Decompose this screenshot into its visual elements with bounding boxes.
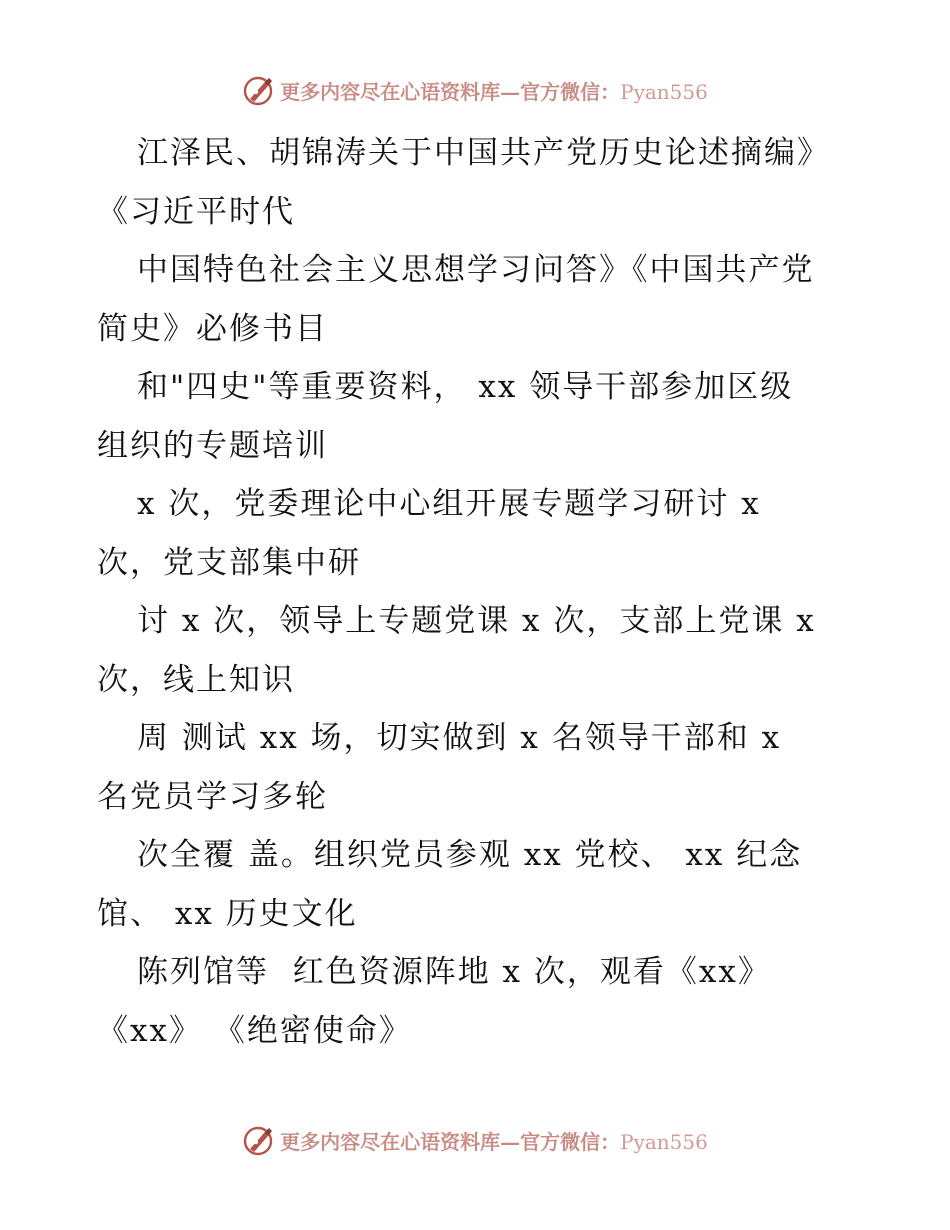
watermark-text: 更多内容尽在心语资料库—官方微信：Pyan556 — [280, 79, 708, 104]
body-line: 名党员学习多轮 — [97, 778, 328, 815]
body-line: 江泽民、胡锦涛关于中国共产党历史论述摘编》 — [137, 135, 830, 171]
watermark-text: 更多内容尽在心语资料库—官方微信：Pyan556 — [280, 1129, 708, 1154]
body-line: 简史》必修书目 — [97, 310, 328, 347]
body-line: 和"四史"等重要资料， xx 领导干部参加区级 — [137, 369, 794, 405]
body-line: 组织的专题培训 — [97, 427, 328, 464]
body-line: 陈列馆等 红色资源阵地 x 次，观看《xx》 — [137, 954, 771, 990]
watermark-footer — [0, 1120, 950, 1160]
watermark-handle: Pyan556 — [620, 79, 708, 104]
document-body — [97, 124, 857, 1060]
body-line: 次，线上知识 — [97, 661, 295, 698]
pen-logo-icon — [242, 73, 276, 107]
body-line: 中国特色社会主义思想学习问答》《中国共产党 — [137, 252, 815, 288]
pen-logo-icon — [242, 1123, 276, 1157]
body-line: 次全覆 盖。组织党员参观 xx 党校、 xx 纪念 — [137, 837, 803, 873]
body-line: 周 测试 xx 场，切实做到 x 名领导干部和 x — [137, 720, 782, 756]
watermark-handle: Pyan556 — [620, 1129, 708, 1154]
body-line: 《xx》 《绝密使命》 — [97, 1012, 412, 1049]
body-line: 馆、 xx 历史文化 — [97, 895, 358, 932]
body-line: 次，党支部集中研 — [97, 544, 361, 581]
body-line: 讨 x 次，领导上专题党课 x 次，支部上党课 x — [137, 603, 816, 639]
body-line: x 次，党委理论中心组开展专题学习研讨 x — [137, 486, 761, 522]
watermark-header — [0, 70, 950, 110]
body-line: 《习近平时代 — [97, 193, 295, 230]
